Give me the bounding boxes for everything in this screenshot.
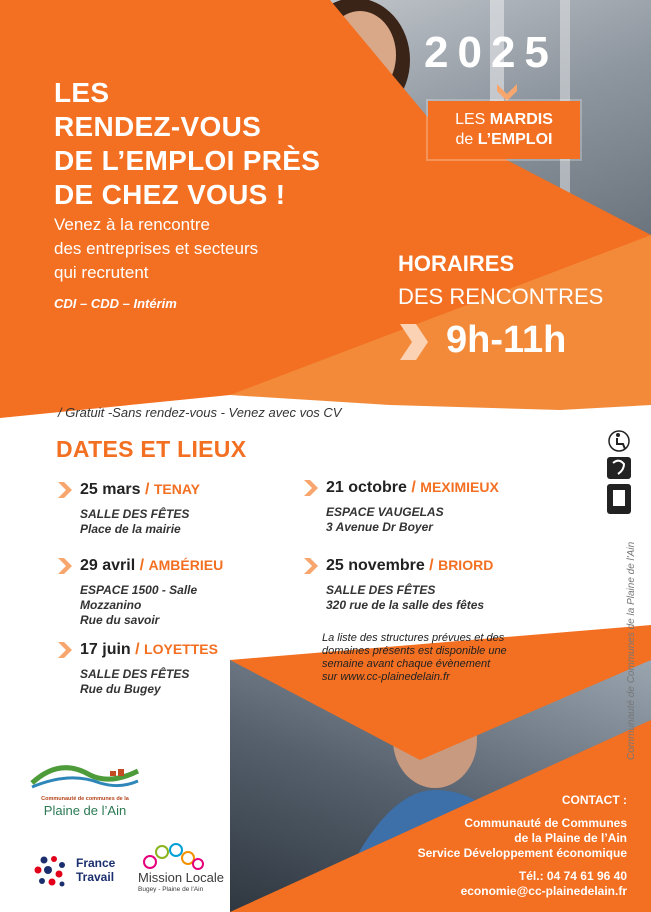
main-title: [54, 76, 320, 212]
contact-block: [418, 793, 627, 899]
event-town: LOYETTES: [144, 641, 218, 657]
cc-plaine-de-lain-logo: [30, 757, 140, 818]
people-circles-icon: [138, 842, 208, 872]
info-line: domaines présents est disponible une: [322, 645, 507, 657]
year: 2025: [424, 28, 558, 77]
schedule-subheading: DES RENCONTRES: [398, 284, 604, 309]
contact-email: economie@cc-plainedelain.fr: [460, 884, 627, 898]
hearing-icon: [607, 457, 631, 479]
event-date: 29 avril: [80, 557, 136, 574]
event-town: MEXIMIEUX: [420, 479, 499, 495]
event-venue-line: 3 Avenue Dr Boyer: [326, 520, 433, 534]
chevron-right-icon: [304, 480, 318, 496]
event-town: AMBÉRIEU: [148, 557, 224, 573]
badge-text: de: [455, 131, 478, 148]
logo-text: Travail: [76, 870, 115, 884]
event-date: 17 juin: [80, 641, 131, 658]
event-venue-line: Rue du savoir: [80, 613, 160, 627]
schedule-heading: HORAIRES: [398, 251, 515, 276]
event-date: 25 novembre: [326, 557, 425, 574]
badge-text-bold: MARDIS: [489, 111, 553, 128]
title-line: LES: [54, 77, 110, 108]
event-venue-line: 320 rue de la salle des fêtes: [326, 598, 485, 612]
subtitle-line: des entreprises et secteurs: [54, 239, 259, 258]
title-line: DE L’EMPLOI PRÈS: [54, 145, 321, 176]
logo-name-text: Plaine de l’Ain: [43, 803, 127, 818]
event-date: 25 mars: [80, 481, 141, 498]
event-venue-line: ESPACE 1500 - Salle: [80, 583, 198, 597]
mardis-emploi-badge: [428, 101, 580, 159]
info-line: semaine avant chaque évènement: [322, 658, 491, 670]
event-item: 17 juin / LOYETTES SALLE DES FÊTES Rue du Bugey: [80, 641, 218, 697]
chevron-right-icon: [58, 482, 72, 498]
event-venue-line: Rue du Bugey: [80, 682, 161, 696]
info-note: [322, 632, 562, 684]
logo-subtext: Bugey - Plaine de l'Ain: [138, 886, 204, 893]
chevron-right-icon: [58, 558, 72, 574]
event-venue-line: SALLE DES FÊTES: [80, 507, 190, 521]
event-venue-line: SALLE DES FÊTES: [80, 667, 190, 681]
chevron-right-icon: [58, 642, 72, 658]
accessibility-icons: [604, 430, 634, 520]
chevron-right-icon: [304, 558, 318, 574]
schedule-hours: 9h-11h: [446, 319, 567, 361]
subtitle-line: Venez à la rencontre: [54, 215, 210, 234]
event-item: 25 mars / TENAY SALLE DES FÊTES Place de la mairie: [80, 481, 200, 537]
contact-org-line: Communauté de Communes: [464, 816, 627, 830]
contact-org-line: de la Plaine de l’Ain: [514, 831, 627, 845]
event-item: 29 avril / AMBÉRIEU ESPACE 1500 - Salle Mozzanino Rue du savoir: [80, 557, 223, 628]
event-venue-line: Place de la mairie: [80, 522, 181, 536]
free-notice: / Gratuit -Sans rendez-vous - Venez avec vos CV: [58, 405, 342, 420]
wheelchair-icon: [609, 431, 629, 451]
event-town: BRIORD: [438, 557, 494, 573]
event-item: 25 novembre / BRIORD SALLE DES FÊTES 320 rue de la salle des fêtes: [326, 557, 493, 613]
title-line: DE CHEZ VOUS !: [54, 179, 286, 210]
hills-icon: [30, 757, 140, 789]
event-venue-line: SALLE DES FÊTES: [326, 583, 436, 597]
info-line: sur www.cc-plainedelain.fr: [322, 671, 450, 683]
event-date: 21 octobre: [326, 479, 407, 496]
badge-text: LES: [455, 111, 490, 128]
logo-small-text: Communauté de communes de la: [41, 796, 129, 802]
subtitle: [54, 213, 344, 285]
logo-text: France: [76, 856, 116, 870]
france-travail-dots-icon: [32, 854, 72, 890]
badge-text-bold: L’EMPLOI: [477, 131, 553, 148]
event-town: TENAY: [153, 481, 201, 497]
dates-heading: DATES ET LIEUX: [56, 436, 247, 462]
subtitle-line: qui recrutent: [54, 263, 149, 282]
contact-phone: Tél.: 04 74 61 96 40: [518, 869, 627, 883]
event-venue-line: ESPACE VAUGELAS: [326, 505, 444, 519]
title-line: RENDEZ-VOUS: [54, 111, 262, 142]
contact-label: CONTACT :: [561, 793, 627, 807]
info-line: La liste des structures prévues et des: [322, 632, 505, 644]
mission-locale-logo: [138, 842, 228, 902]
vertical-credit: [626, 540, 640, 760]
vertical-credit-text: Communauté de Communes de la Plaine de l'Ain: [626, 541, 637, 760]
contract-types: CDI – CDD – Intérim: [54, 296, 177, 311]
france-travail-logo: [32, 854, 127, 894]
event-venue-line: Mozzanino: [80, 598, 142, 612]
mobility-icon: [607, 484, 631, 514]
chevron-right-icon: [398, 322, 430, 362]
chevron-down-icon: [497, 82, 517, 102]
logo-text: Mission Locale: [138, 870, 224, 885]
contact-org-line: Service Développement économique: [417, 846, 627, 860]
event-item: 21 octobre / MEXIMIEUX ESPACE VAUGELAS 3 Avenue Dr Boyer: [326, 479, 499, 535]
